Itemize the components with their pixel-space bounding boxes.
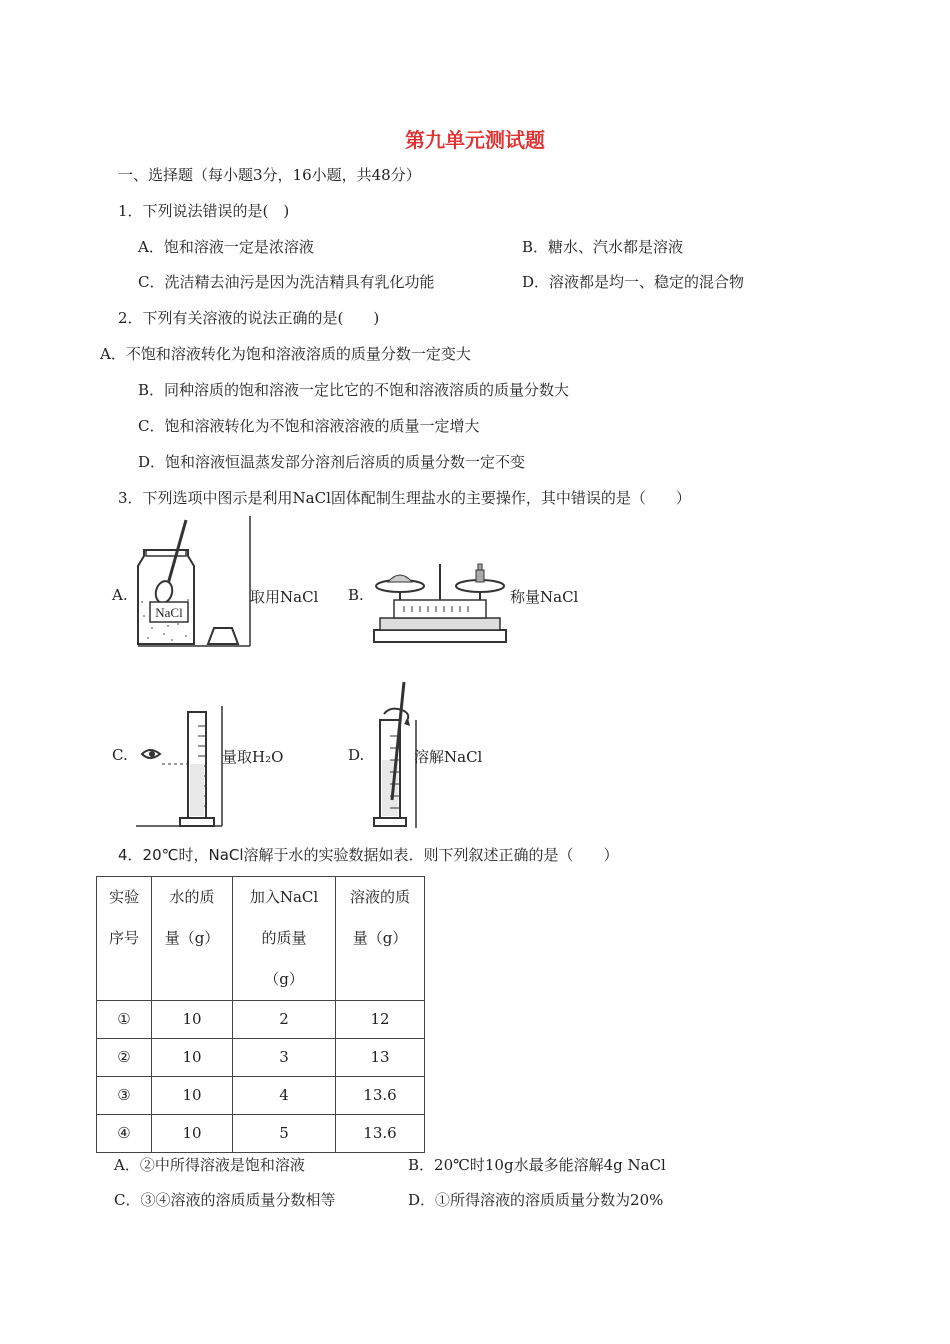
table-row: ② 10 3 13 [97, 1039, 425, 1077]
q2-option-c[interactable]: C．饱和溶液转化为不饱和溶液溶液的质量一定增大 [138, 417, 480, 435]
table-row: ③ 10 4 13.6 [97, 1077, 425, 1115]
q4-option-a[interactable]: A．②中所得溶液是饱和溶液 [114, 1156, 305, 1174]
table-header-cell: 实验 序号 [97, 877, 152, 1001]
q1-option-a[interactable]: A．饱和溶液一定是浓溶液 [138, 238, 314, 256]
q3-option-c-letter[interactable]: C. [112, 746, 128, 764]
table-header-cell: 加入NaCl 的质量 （g） [233, 877, 336, 1001]
q3-option-b-letter[interactable]: B. [348, 586, 364, 604]
reagent-jar-illustration [134, 516, 254, 648]
table-row: ① 10 2 12 [97, 1001, 425, 1039]
q2-option-b[interactable]: B．同种溶质的饱和溶液一定比它的不饱和溶液溶质的质量分数大 [138, 381, 570, 399]
q3-stem: 3．下列选项中图示是利用NaCl固体配制生理盐水的主要操作，其中错误的是（ ） [118, 489, 691, 507]
experiment-table [96, 876, 425, 1153]
q1-option-b[interactable]: B．糖水、汽水都是溶液 [522, 238, 684, 256]
q2-option-a[interactable]: A．不饱和溶液转化为饱和溶液溶质的质量分数一定变大 [100, 345, 471, 363]
q1-option-c[interactable]: C．洗洁精去油污是因为洗洁精具有乳化功能 [138, 273, 435, 291]
section-heading: 一、选择题（每小题3分，16小题，共48分） [118, 166, 421, 184]
table-header-cell: 溶液的质 量（g） [336, 877, 425, 1001]
table-row: ④ 10 5 13.6 [97, 1115, 425, 1153]
q3-option-b-caption: 称量NaCl [510, 588, 579, 606]
q4-option-b[interactable]: B．20℃时10g水最多能溶解4g NaCl [408, 1156, 666, 1174]
q3-option-a-caption: 取用NaCl [250, 588, 319, 606]
q1-option-d[interactable]: D．溶液都是均一、稳定的混合物 [522, 273, 745, 291]
q4-option-c[interactable]: C．③④溶液的溶质质量分数相等 [114, 1191, 336, 1209]
q3-option-c-caption: 量取H₂O [222, 748, 284, 766]
page-title: 第九单元测试题 [405, 128, 545, 152]
q4-stem: 4．20℃时，NaCl溶解于水的实验数据如表．则下列叙述正确的是（ ） [118, 846, 619, 864]
cylinder-reading-illustration [136, 706, 226, 830]
q2-option-d[interactable]: D．饱和溶液恒温蒸发部分溶剂后溶质的质量分数一定不变 [138, 453, 526, 471]
q4-option-d[interactable]: D．①所得溶液的溶质质量分数为20% [408, 1191, 664, 1209]
q3-option-a-letter[interactable]: A. [112, 586, 128, 604]
dissolve-illustration [368, 680, 420, 830]
q2-stem: 2．下列有关溶液的说法正确的是( ) [118, 309, 380, 327]
balance-illustration [370, 556, 510, 646]
q3-option-d-caption: 溶解NaCl [414, 748, 483, 766]
q1-stem: 1．下列说法错误的是( ) [118, 202, 290, 220]
jar-label: NaCl [155, 605, 183, 620]
table-header-cell: 水的质 量（g） [152, 877, 233, 1001]
q3-option-d-letter[interactable]: D. [348, 746, 365, 764]
